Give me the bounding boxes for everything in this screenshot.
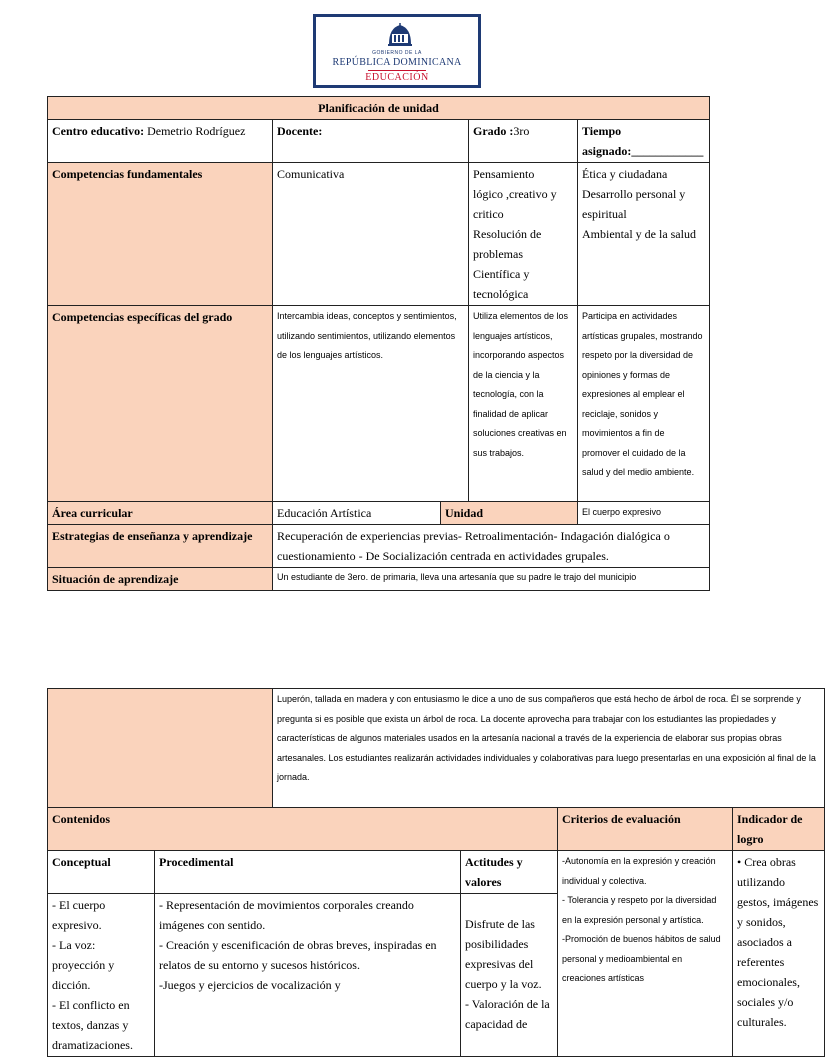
espec-col1: Intercambia ideas, conceptos y sentimientos, utilizando sentimientos, utilizando elementos de los lenguajes artísticos. [273, 306, 469, 502]
espec-col2: Utiliza elementos de los lenguajes artísticos, incorporando aspectos de la ciencia y la tecnología, con la finalidad de aplicar soluciones creativas en sus trabajos. [469, 306, 578, 502]
contenidos-header: Contenidos [48, 808, 558, 851]
area-curricular-value: Educación Artística [273, 502, 441, 525]
competencias-fundamentales-label: Competencias fundamentales [48, 163, 273, 306]
situacion-label: Situación de aprendizaje [48, 568, 273, 591]
fund-item: lógico ,creativo y critico [473, 187, 557, 221]
fund-item: Científica y tecnológica [473, 267, 530, 301]
centro-educativo-cell [48, 120, 273, 163]
unit-planning-table [47, 96, 710, 591]
centro-value: Demetrio Rodríguez [144, 124, 246, 138]
logo-gobierno-text: GOBIERNO DE LA [372, 50, 422, 56]
ministry-logo [313, 14, 481, 88]
actitudes-text: Disfrute de las posibilidades expresivas del cuerpo y la voz. - Valoración de la capacidad de [461, 894, 558, 1057]
centro-label: Centro educativo: [52, 124, 145, 138]
conceptual-header: Conceptual [48, 851, 155, 894]
actitudes-header: Actitudes y valores [461, 851, 558, 894]
docente-cell: Docente: [273, 120, 469, 163]
fund-item: Desarrollo personal y espiritual [582, 187, 686, 221]
procedimental-text: - Representación de movimientos corporales creando imágenes con sentido. - Creación y escenificación de obras breves, inspiradas en relatos de su entorno y sucesos históricos. -Juegos y ejercicios de vocalización y [155, 894, 461, 1057]
fund-item: Comunicativa [277, 167, 345, 181]
area-curricular-label: Área curricular [48, 502, 273, 525]
fund-item: Ambiental y de la salud [582, 227, 696, 241]
indicador-header: Indicador de logro [733, 808, 825, 851]
coat-of-arms-icon [385, 20, 415, 50]
grado-label: Grado : [473, 124, 514, 138]
fund-item: Pensamiento [473, 167, 535, 181]
logo-divider [368, 70, 426, 71]
estrategias-value: Recuperación de experiencias previas- Retroalimentación- Indagación dialógica o cuestionamiento - De Socialización centrada en actividades grupales. [273, 525, 710, 568]
fund-col2 [469, 163, 578, 306]
estrategias-label: Estrategias de enseñanza y aprendizaje [48, 525, 273, 568]
fund-col3 [578, 163, 710, 306]
situacion-continuation: Luperón, tallada en madera y con entusiasmo le dice a uno de sus compañeros que está hecho de árbol de roca. Él se sorprende y pregunta si es posible que exista un árbol de roca. La docente aprovecha para trabajar con los estudiantes las propiedades y características de algunos materiales usados en la artesanía nacional a través de la experiencia de elaborar sus propias obras artesanales. Los estudiantes realizarán actividades individuales y colaborativas para luego presentarlas en una exposición al final de la jornada. [273, 689, 825, 808]
conceptual-text: - El cuerpo expresivo. - La voz: proyección y dicción. - El conflicto en textos, danzas y dramatizaciones. [48, 894, 155, 1057]
unidad-label: Unidad [441, 502, 578, 525]
criterios-text: -Autonomía en la expresión y creación individual y colectiva. - Tolerancia y respeto por la diversidad en la expresión personal y artística. -Promoción de buenos hábitos de salud personal y medioambiental en creaciones artísticas [558, 851, 733, 1057]
indicador-text: • Crea obras utilizando gestos, imágenes y sonidos, asociados a referentes emocionales, sociales y/o culturales. [733, 851, 825, 1057]
tiempo-cell: Tiempo asignado:____________ [578, 120, 710, 163]
grado-cell [469, 120, 578, 163]
espec-col3: Participa en actividades artísticas grupales, mostrando respeto por la diversidad de opiniones y formas de expresiones al emplear el reciclaje, sonidos y movimientos a fin de promover el cuidado de la salud y del medio ambiente. [578, 306, 710, 502]
unidad-value: El cuerpo expresivo [578, 502, 710, 525]
competencias-especificas-label: Competencias específicas del grado [48, 306, 273, 502]
logo-educacion-text: EDUCACIÓN [365, 72, 429, 83]
situacion-value: Un estudiante de 3ero. de primaria, lleva una artesanía que su padre le trajo del municipio [273, 568, 710, 591]
situacion-continuation-label [48, 689, 273, 808]
table-title: Planificación de unidad [48, 97, 710, 120]
fund-item: Resolución de problemas [473, 227, 542, 261]
fund-item: Ética y ciudadana [582, 167, 668, 181]
fund-col1 [273, 163, 469, 306]
grado-value: 3ro [513, 124, 530, 138]
logo-republica-text: REPÚBLICA DOMINICANA [332, 57, 462, 68]
criterios-header: Criterios de evaluación [558, 808, 733, 851]
procedimental-header: Procedimental [155, 851, 461, 894]
contents-table [47, 688, 825, 1057]
